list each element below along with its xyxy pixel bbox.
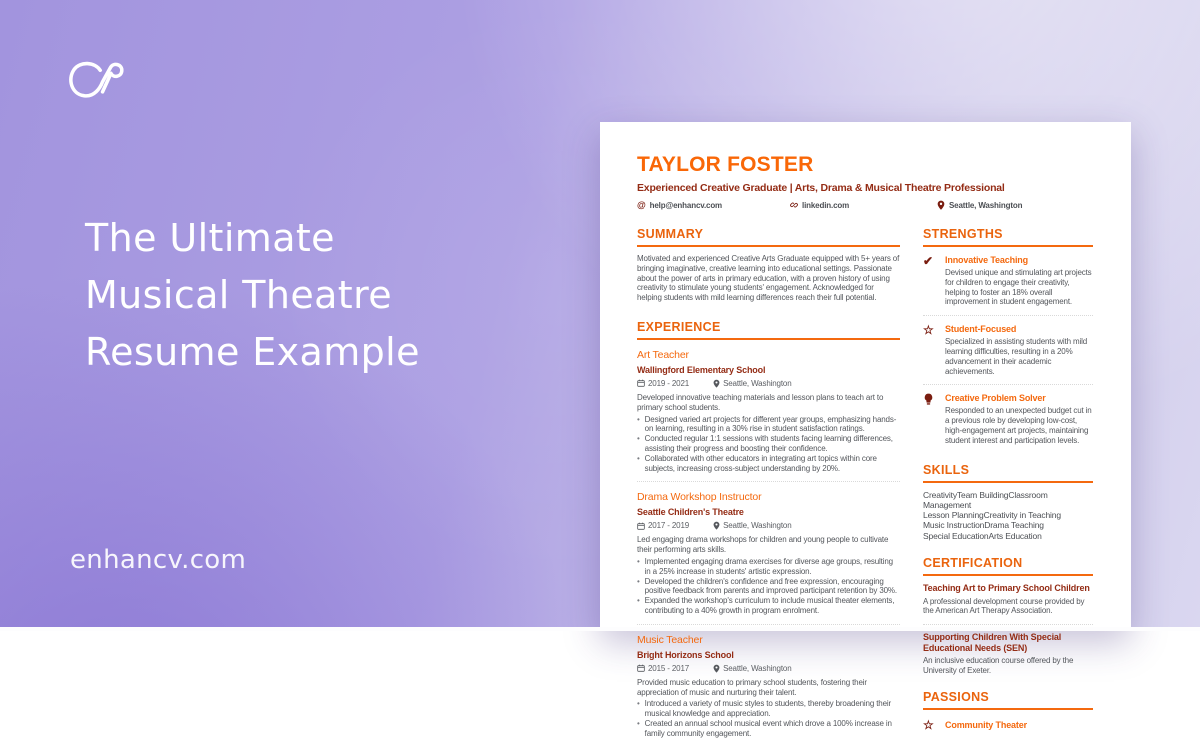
calendar-icon [637,522,645,530]
summary-text: Motivated and experienced Creative Arts Graduate equipped with 5+ years of bringing imaginative, creative learning into educational settings. Passionate about the power of arts in primary education, with a proven history of using creativity to stimulate young students' engagement. Acknowledged for helping students with mild learning differences reach their full potential. [637,254,900,303]
divider [923,315,1093,316]
job-bullet [637,415,900,435]
divider [923,384,1093,385]
job-bullet [637,454,900,474]
job-meta-row [637,521,900,530]
hero-title [85,210,555,381]
job-dates-text: 2017 - 2019 [648,521,690,531]
bullet-text: Expanded the workshop's curriculum to include musical theater elements, contributing to a 40% growth in program enrolment. [644,596,895,615]
job-company: Seattle Children's Theatre [637,507,744,518]
job-bullets [637,557,900,616]
bullet-dot: • [637,556,640,566]
certification-text: A professional development course provided by the American Art Therapy Association. [923,596,1085,616]
certification-text: An inclusive education course offered by the University of Exeter. [923,656,1074,675]
location-pin-icon [713,379,720,388]
strength-item [923,324,1093,376]
page-bottom-strip [0,627,1200,631]
certification-item [923,583,1093,616]
strength-text: Specialized in assisting students with mild learning difficulties, resulting in a 20% advancement in their academic achievements. [945,337,1088,376]
enhancv-logo[interactable] [64,58,138,98]
job-dates [637,521,689,530]
job-dates [637,379,689,388]
bullet-text: Conducted regular 1:1 sessions with students facing learning differences, assisting their progress and boosting their confidence. [644,434,893,453]
hero-title-line-2: Musical Theatre [85,273,393,317]
job-description: Provided music education to primary school students, fostering their appreciation of music and nurturing their talent. [637,677,867,697]
job-dates-text: 2015 - 2017 [648,663,690,673]
divider [637,481,900,482]
contact-row [637,200,1093,210]
location-pin-icon [713,521,720,530]
contact-email-text: help@enhancv.com [649,200,723,210]
job-location-text: Seattle, Washington [723,378,792,388]
job-description: Developed innovative teaching materials and lesson plans to teach art to primary school students. [637,392,884,412]
location-pin-icon [713,664,720,673]
calendar-icon [637,664,645,672]
job-location [713,664,791,673]
job-bullet [637,434,900,454]
job-bullet [637,577,900,597]
hero-title-line-1: The Ultimate [85,216,335,260]
bullet-dot: • [637,699,640,709]
strength-text: Devised unique and stimulating art projects for children to engage their creativity, helping to foster an 18% overall improvement in student engagement. [945,268,1092,307]
job-dates-text: 2019 - 2021 [648,378,690,388]
certification-title: Supporting Children With Special Educational Needs (SEN) [923,632,1062,653]
job-location-text: Seattle, Washington [723,521,792,531]
divider [923,624,1093,625]
job-meta-row [637,379,900,388]
experience-job [637,491,900,624]
site-link[interactable]: enhancv.com [70,545,247,575]
certification-section [923,556,1093,676]
passions-heading: PASSIONS [923,690,1093,710]
experience-job [637,349,900,482]
job-company: Bright Horizons School [637,649,734,660]
bullet-dot: • [637,414,640,424]
email-at-icon: @ [637,199,646,210]
skill-line: Music InstructionDrama Teaching [923,520,1044,531]
infinity-heart-icon [64,58,138,98]
contact-email [637,201,790,210]
skill-line: CreativityTeam BuildingClassroom Management [923,489,1048,510]
contact-linkedin-text: linkedin.com [802,200,850,210]
job-description: Led engaging drama workshops for children and young people to cultivate their performing arts skills. [637,535,889,555]
job-bullets [637,699,900,738]
bullet-dot: • [637,453,640,463]
lightbulb-icon [923,393,936,445]
certification-heading: CERTIFICATION [923,556,1093,576]
strengths-section [923,227,1093,446]
summary-section [637,227,900,303]
bullet-text: Implemented engaging drama exercises for diverse age groups, resulting in a 25% increase in students' artistic expression. [644,556,893,576]
strength-title: Student-Focused [945,324,1017,335]
skill-line: Lesson PlanningCreativity in Teaching [923,510,1061,521]
job-location [713,521,791,530]
strength-item [923,393,1093,445]
resume-preview-page [600,122,1131,738]
bullet-text: Designed varied art projects for different year groups, emphasizing hands-on learning, resulting in a 30% rise in student satisfaction ratings. [644,414,897,434]
job-location-text: Seattle, Washington [723,663,792,673]
resume-headline: Experienced Creative Graduate | Arts, Drama & Musical Theatre Professional [637,182,1005,194]
bullet-text: Created an annual school musical event which drove a 100% increase in family community engagement. [644,718,892,738]
experience-job [637,634,900,739]
summary-heading: SUMMARY [637,227,900,247]
job-company: Wallingford Elementary School [637,364,766,375]
hero-title-line-3: Resume Example [85,330,420,374]
divider [637,624,900,625]
contact-location [937,200,1022,210]
job-location [713,379,791,388]
strength-item [923,255,1093,307]
job-title: Music Teacher [637,633,703,646]
job-bullet [637,699,900,719]
star-icon: ☆ [923,717,934,732]
link-icon [790,201,798,209]
certification-item [923,632,1093,676]
location-pin-icon [937,200,945,210]
strength-title: Creative Problem Solver [945,393,1046,404]
experience-heading: EXPERIENCE [637,320,900,340]
strength-title: Innovative Teaching [945,255,1029,265]
job-bullets [637,415,900,474]
contact-linkedin [790,201,937,210]
bullet-text: Collaborated with other educators in integrating art topics within core subjects, increasing cross-subject understanding by 20%. [644,453,877,473]
strength-text: Responded to an unexpected budget cut in a previous role by developing low-cost, high-engagement art projects, maintaining student interest and participation levels. [945,406,1092,445]
contact-location-text: Seattle, Washington [949,200,1023,210]
check-icon: ✔ [923,254,933,268]
resume-name: TAYLOR FOSTER [637,153,814,176]
skills-heading: SKILLS [923,463,1093,483]
skills-section [923,463,1093,541]
calendar-icon [637,379,645,387]
certification-title: Teaching Art to Primary School Children [923,583,1090,594]
resume-left-column [637,227,900,739]
bullet-dot: • [637,596,640,606]
job-bullet [637,557,900,577]
job-title: Art Teacher [637,348,689,361]
passions-section [923,690,1093,731]
job-bullet [637,596,900,616]
job-title: Drama Workshop Instructor [637,491,762,504]
bullet-dot: • [637,434,640,444]
bullet-text: Introduced a variety of music styles to students, thereby broadening their musical knowledge and appreciation. [644,699,892,719]
passion-title: Community Theater [945,719,1027,730]
passion-item [923,719,1093,731]
resume-right-column [923,227,1093,739]
job-dates [637,664,689,673]
bullet-dot: • [637,576,640,586]
bullet-text: Developed the children's confidence and free expression, encouraging positive feedback from parents and improved participant retention by 30%. [644,576,897,596]
skill-line: Special EducationArts Education [923,530,1042,541]
star-icon: ☆ [923,323,934,338]
bullet-dot: • [637,718,640,728]
job-meta-row [637,664,900,673]
job-bullet [637,719,900,739]
experience-section [637,320,900,739]
strengths-heading: STRENGTHS [923,227,1093,247]
